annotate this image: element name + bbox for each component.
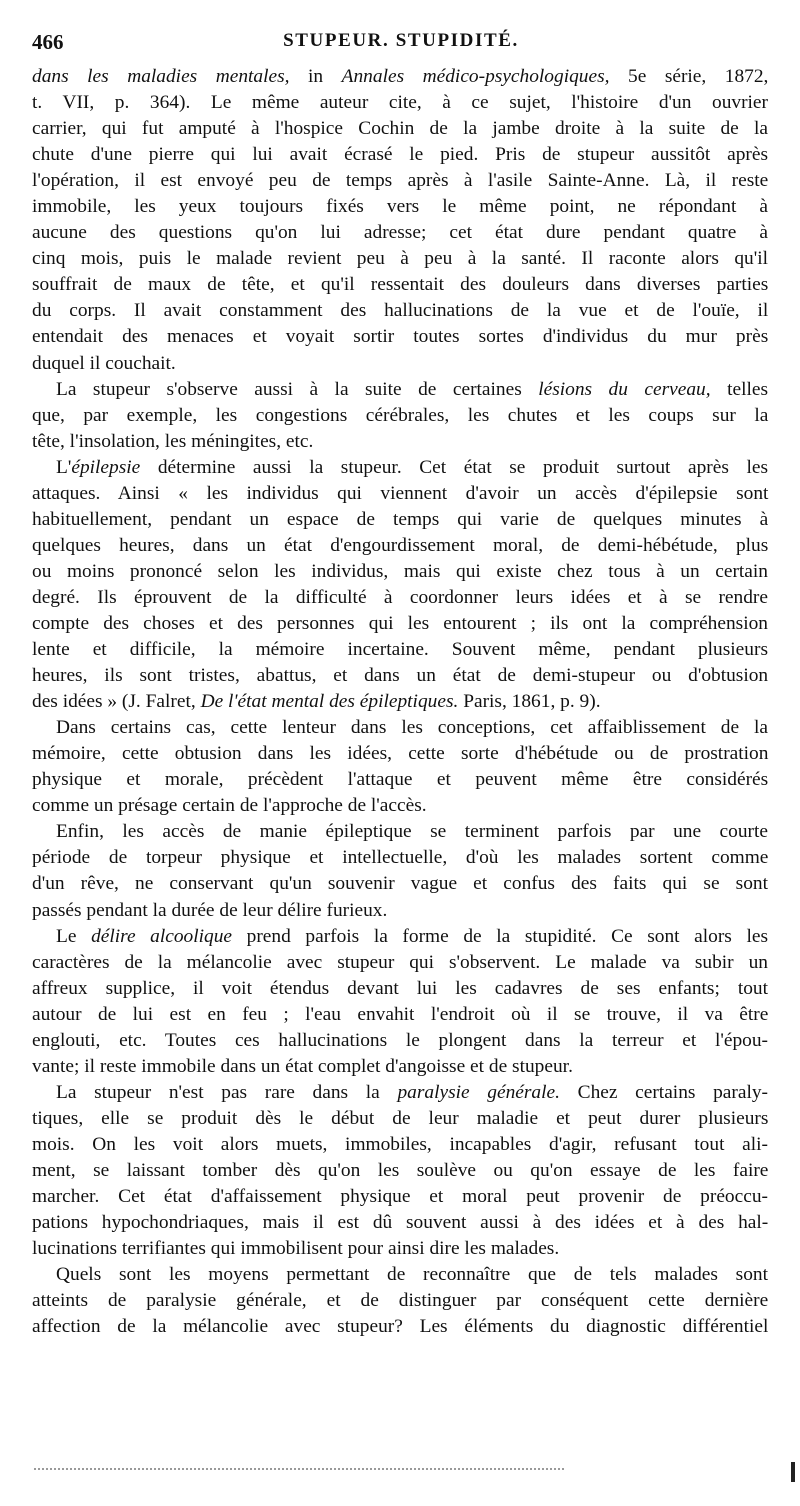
text-line — [32, 324, 768, 350]
running-head: STUPEUR. STUPIDITÉ. — [283, 30, 519, 51]
text-segment: mois. On les voit alors muets, immobiles, incapables d'agir, refusant tout ali- — [32, 1133, 768, 1155]
text-segment: prend parfois la forme de la stupidité. Ce sont alors les — [232, 925, 768, 947]
text-line — [32, 924, 768, 950]
text-segment: Le — [56, 925, 92, 947]
text-segment: L' — [56, 456, 72, 478]
text-line — [32, 455, 768, 481]
text-segment: Quels sont les moyens permettant de reconnaître que de tels malades sont — [56, 1264, 768, 1286]
text-segment: ment, se laissant tomber dès qu'on les soulève ou qu'on essaye de les faire — [32, 1159, 769, 1181]
text-segment: pations hypochondriaques, mais il est dû souvent aussi à des idées et à des hal- — [32, 1212, 769, 1234]
italic-text: paralysie générale. — [397, 1081, 560, 1103]
text-line — [32, 871, 768, 897]
margin-mark — [791, 1462, 795, 1482]
text-segment: immobile, les yeux toujours fixés vers le même point, ne répondant à — [32, 196, 768, 218]
text-line — [32, 1314, 768, 1340]
text-line — [32, 1236, 768, 1262]
text-segment: mémoire, cette obtusion dans les idées, cette sorte d'hébétude ou de prostration — [32, 743, 769, 765]
text-line — [32, 793, 768, 819]
text-line — [32, 90, 768, 116]
text-segment: La stupeur n'est pas rare dans la — [56, 1081, 398, 1103]
italic-text: délire alcoolique — [91, 925, 233, 947]
text-segment: détermine aussi la stupeur. Cet état se produit surtout après les — [140, 456, 768, 478]
text-line — [32, 533, 768, 559]
text-line — [32, 168, 768, 194]
text-segment: que, par exemple, les congestions cérébrales, les chutes et les coups sur la — [32, 404, 769, 426]
text-line — [32, 507, 768, 533]
text-segment: comme un présage certain de l'approche de l'accès. — [32, 795, 427, 817]
text-segment: tiques, elle se produit dès le début de leur maladie et peut durer plusieurs — [32, 1107, 769, 1129]
page-header — [32, 30, 770, 58]
text-line — [32, 767, 768, 793]
text-line — [32, 1288, 768, 1314]
text-line — [32, 898, 768, 924]
text-line — [32, 116, 768, 142]
text-line — [32, 819, 768, 845]
text-segment: autour de lui est en feu ; l'eau envahit l'endroit où il se trouve, il va être — [32, 1003, 769, 1025]
text-segment: degré. Ils éprouvent de la difficulté à coordonner leurs idées et à se rendre — [32, 586, 768, 608]
text-line — [32, 741, 768, 767]
text-line — [32, 64, 768, 90]
text-line — [32, 1184, 768, 1210]
text-segment: carrier, qui fut amputé à l'hospice Cochin de la jambe droite à la suite de la — [32, 118, 768, 140]
text-segment: cinq mois, puis le malade revient peu à peu à la santé. Il raconte alors qu'il — [32, 248, 768, 270]
text-segment: Enfin, les accès de manie épileptique se terminent parfois par une courte — [56, 821, 768, 843]
text-line — [32, 637, 768, 663]
text-line — [32, 1106, 768, 1132]
text-segment: vante; il reste immobile dans un état complet d'angoisse et de stupeur. — [32, 1055, 573, 1077]
text-segment: caractères de la mélancolie avec stupeur qui s'observent. Le malade va subir un — [32, 951, 768, 973]
text-line — [32, 403, 768, 429]
text-line — [32, 220, 768, 246]
text-segment: passés pendant la durée de leur délire furieux. — [32, 899, 388, 921]
text-segment: l'opération, il est envoyé peu de temps après à l'asile Sainte-Anne. Là, il reste — [32, 170, 769, 192]
text-line — [32, 976, 768, 1002]
text-line — [32, 351, 768, 377]
text-segment: La stupeur s'observe aussi à la suite de certaines — [56, 378, 539, 400]
italic-text: dans les maladies mentales, — [32, 66, 290, 87]
text-line — [32, 715, 768, 741]
text-segment: lucinations terrifiantes qui immobilisent pour ainsi dire les malades. — [32, 1238, 560, 1260]
text-segment: d'un rêve, ne conservant qu'un souvenir vague et confus des faits qui se sont — [32, 873, 768, 895]
text-segment: in — [289, 66, 342, 87]
text-line — [32, 272, 768, 298]
text-line — [32, 950, 768, 976]
italic-text: Annales médico-psychologiques, — [341, 66, 610, 87]
body-text — [32, 64, 768, 1340]
text-segment: affreux supplice, il voit étendus devant lui les cadavres de ses enfants; tout — [32, 977, 768, 999]
text-segment: attaques. Ainsi « les individus qui viennent d'avoir un accès d'épilepsie sont — [32, 482, 769, 504]
text-line — [32, 1028, 768, 1054]
text-line — [32, 585, 768, 611]
text-segment: Paris, 1861, p. 9). — [458, 691, 601, 713]
text-line — [32, 1262, 768, 1288]
text-line — [32, 142, 768, 168]
text-line — [32, 377, 768, 403]
text-segment: chute d'une pierre qui lui avait écrasé le pied. Pris de stupeur aussitôt après — [32, 144, 768, 166]
text-line — [32, 689, 768, 715]
text-segment: ou moins prononcé selon les individus, mais qui existe chez tous à un certain — [32, 560, 768, 582]
text-segment: habituellement, pendant un espace de temps qui varie de quelques minutes à — [32, 508, 769, 530]
text-segment: des idées » (J. Falret, — [32, 691, 201, 713]
text-segment: duquel il couchait. — [32, 352, 176, 374]
text-line — [32, 298, 768, 324]
text-segment: englouti, etc. Toutes ces hallucinations le plongent dans la terreur et l'épou- — [32, 1029, 768, 1051]
text-line — [32, 663, 768, 689]
text-line — [32, 1080, 768, 1106]
text-line — [32, 559, 768, 585]
text-segment: entendait des menaces et voyait sortir toutes sortes d'individus du mur près — [32, 326, 769, 348]
italic-text: épilepsie — [71, 456, 141, 478]
text-line — [32, 429, 768, 455]
text-segment: 5e série, 1872, — [609, 66, 769, 87]
text-segment: du corps. Il avait constamment des hallucinations de la vue et de l'ouïe, il — [32, 300, 769, 322]
text-line — [32, 194, 768, 220]
text-line — [32, 1054, 768, 1080]
text-segment: compte des choses et des personnes qui les entourent ; ils ont la compréhension — [32, 612, 768, 634]
text-segment: affection de la mélancolie avec stupeur? Les éléments du diagnostic différentiel — [32, 1316, 769, 1338]
text-segment: Dans certains cas, cette lenteur dans les conceptions, cet affaiblissement de la — [56, 717, 768, 739]
page-number: 466 — [32, 30, 64, 54]
text-segment: lente et difficile, la mémoire incertaine. Souvent même, pendant plusieurs — [32, 639, 768, 661]
text-line — [32, 1210, 768, 1236]
text-line — [32, 481, 768, 507]
text-segment: période de torpeur physique et intellectuelle, d'où les malades sortent comme — [32, 847, 769, 869]
text-segment: physique et morale, précèdent l'attaque et peuvent même être considérés — [32, 769, 769, 791]
text-segment: Chez certains paraly- — [559, 1081, 769, 1103]
text-segment: t. VII, p. 364). Le même auteur cite, à ce sujet, l'histoire d'un ouvrier — [32, 92, 768, 114]
text-segment: tête, l'insolation, les méningites, etc. — [32, 430, 314, 452]
text-segment: atteints de paralysie générale, et de distinguer par conséquent cette dernière — [32, 1290, 769, 1312]
italic-text: De l'état mental des épileptiques. — [200, 691, 459, 713]
text-segment: heures, ils sont tristes, abattus, et dans un état de demi-stupeur ou d'obtusion — [32, 665, 769, 687]
text-segment: souffrait de maux de tête, et qu'il ressentait des douleurs dans diverses parties — [32, 274, 769, 296]
text-line — [32, 1158, 768, 1184]
text-segment: quelques heures, dans un état d'engourdissement moral, de demi-hébétude, plus — [32, 534, 769, 556]
text-line — [32, 246, 768, 272]
text-line — [32, 1002, 768, 1028]
footer-dotted-rule — [34, 1468, 564, 1470]
italic-text: lésions du cerveau, — [538, 378, 711, 400]
text-segment: marcher. Cet état d'affaissement physique et moral peut provenir de préoccu- — [32, 1186, 768, 1208]
text-segment: aucune des questions qu'on lui adresse; cet état dure pendant quatre à — [32, 222, 769, 244]
text-line — [32, 1132, 768, 1158]
text-line — [32, 611, 768, 637]
text-line — [32, 845, 768, 871]
text-segment: telles — [710, 378, 768, 400]
